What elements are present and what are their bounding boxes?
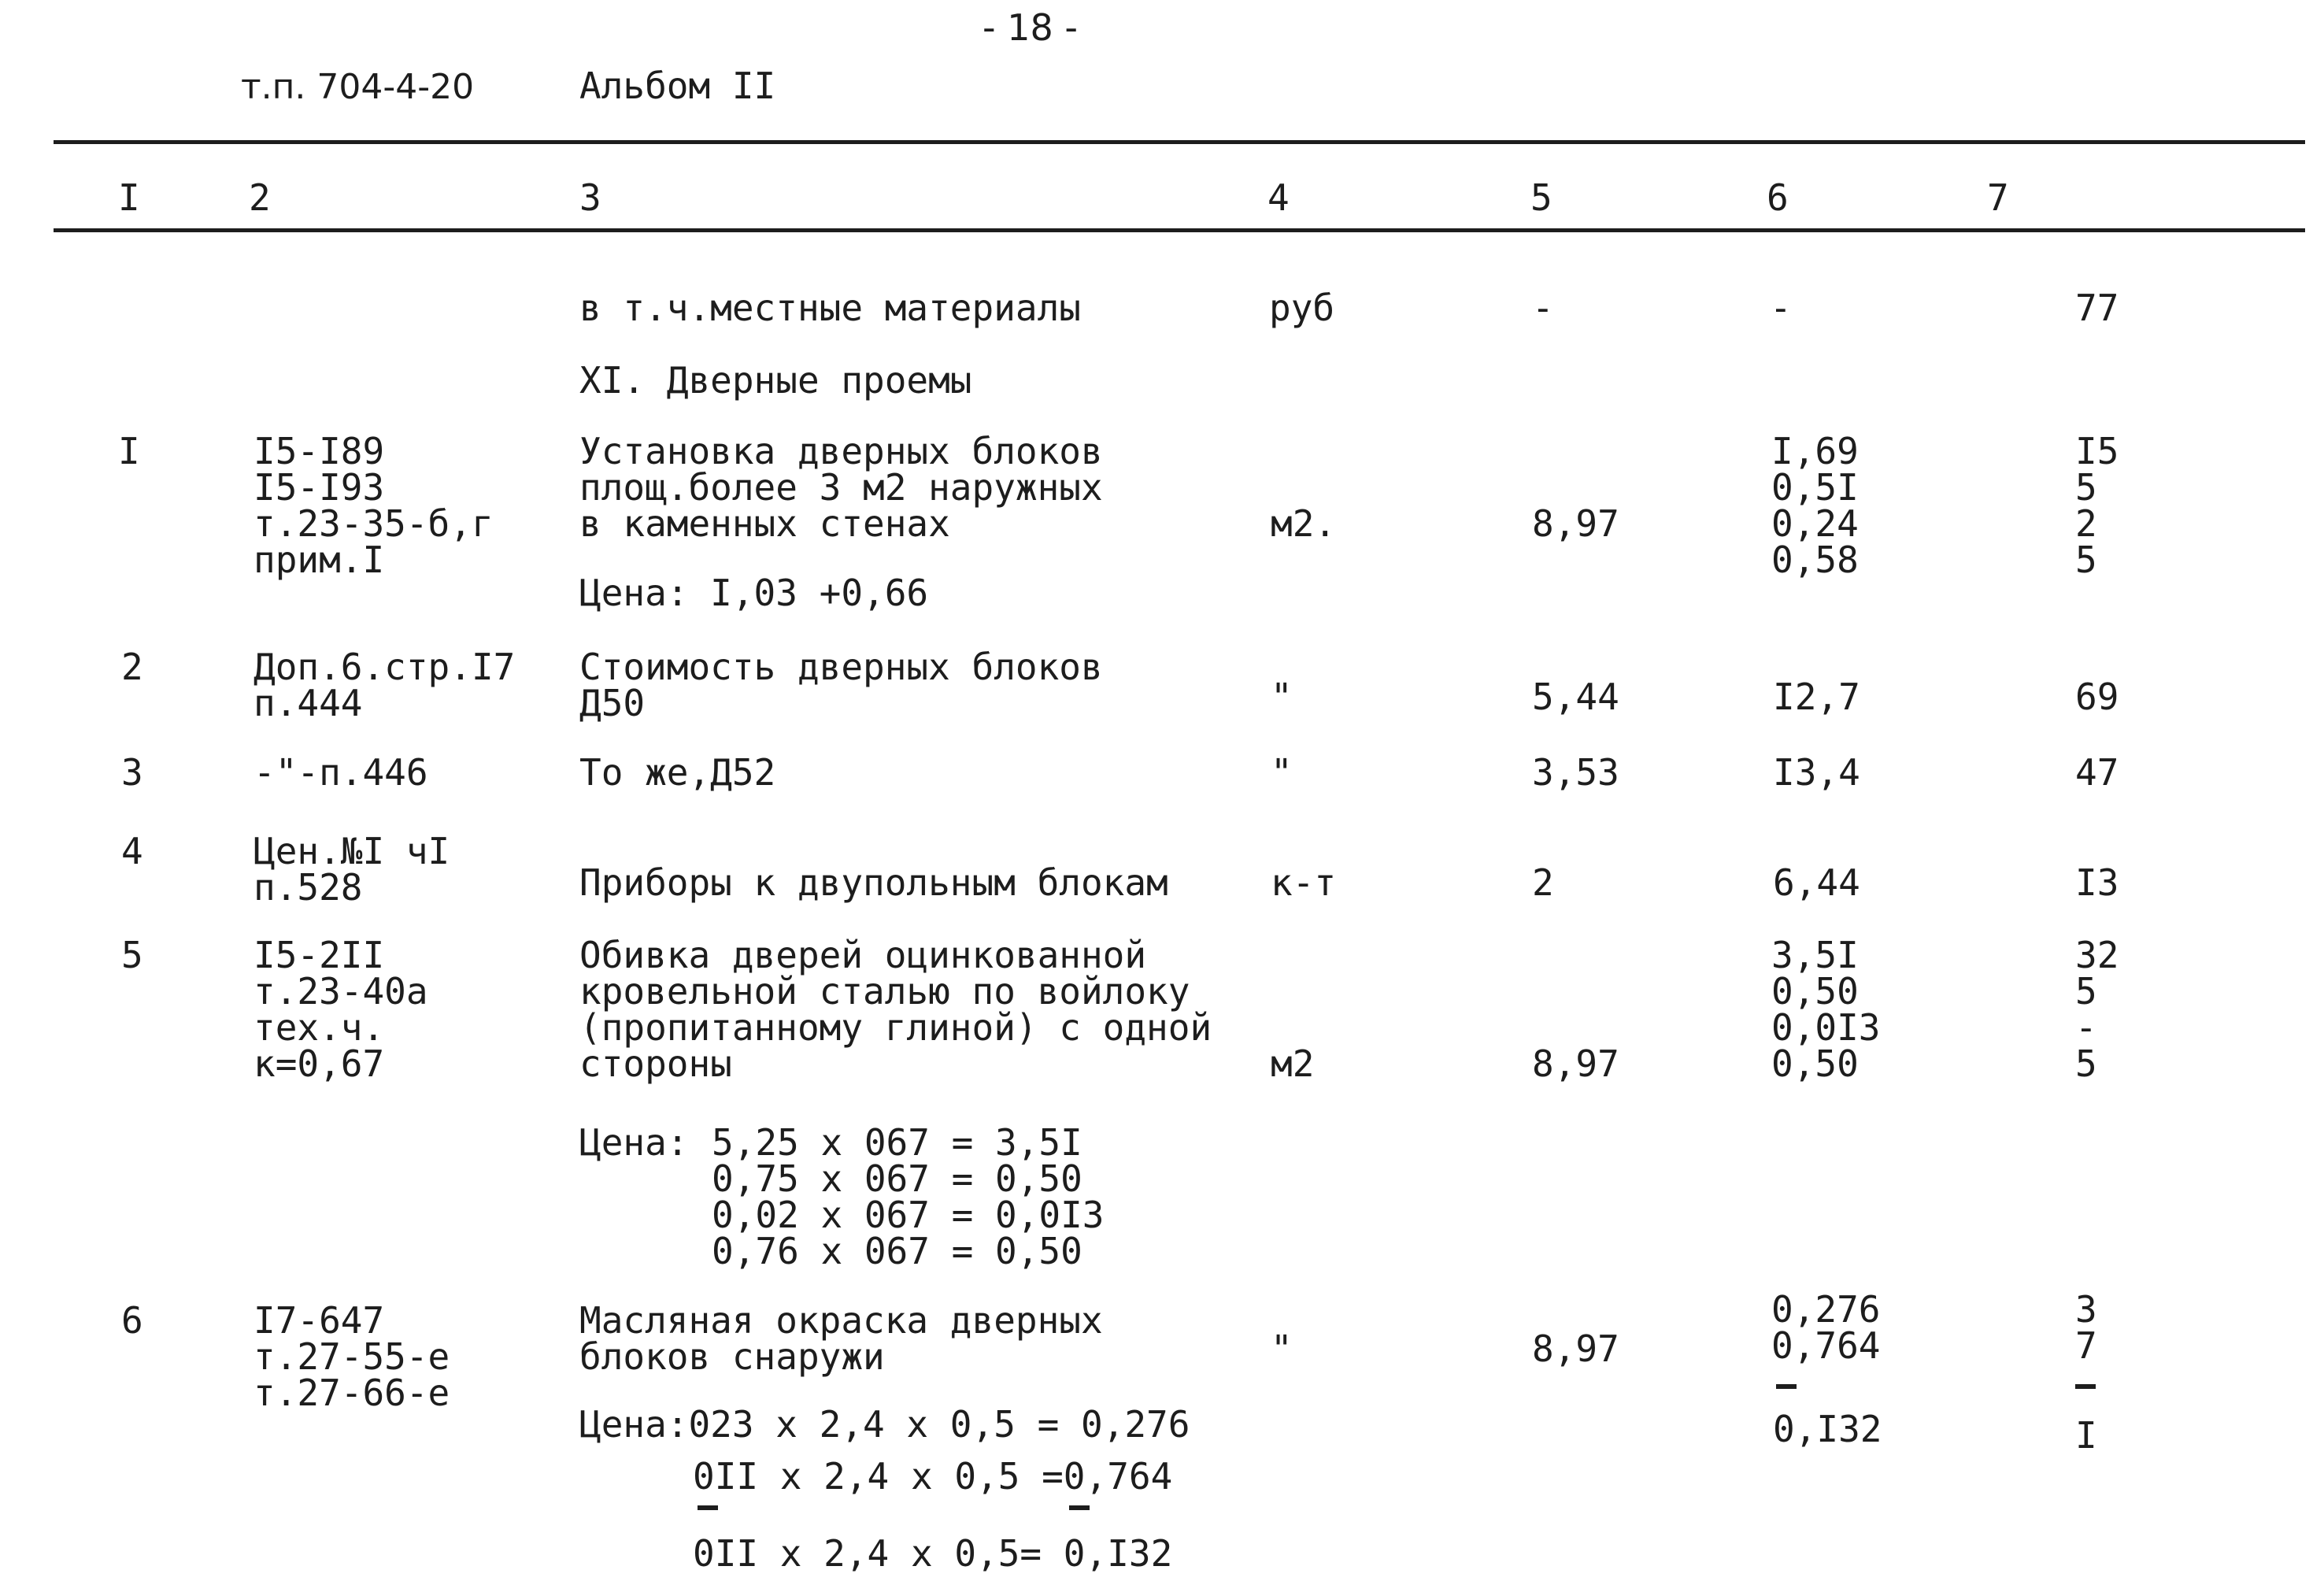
row-1-qty: 8,97 bbox=[1532, 502, 1619, 545]
row-1-price: I,69 0,5I 0,24 0,58 bbox=[1771, 430, 1859, 581]
local-materials-qty: - bbox=[1532, 287, 1554, 329]
row-3-codes: -"-п.446 bbox=[253, 751, 428, 794]
local-materials-price: - bbox=[1770, 287, 1792, 329]
col-header-7: 7 bbox=[1987, 176, 2009, 219]
project-code: т.п. 704-4-20 bbox=[241, 67, 475, 107]
row-2-number: 2 bbox=[121, 646, 143, 688]
row-6-qty: 8,97 bbox=[1532, 1327, 1619, 1370]
row-1-number: I bbox=[118, 430, 140, 472]
row-6-number: 6 bbox=[121, 1299, 143, 1342]
row-6-price-extra: 0,I32 bbox=[1773, 1408, 1882, 1450]
row-1-cost: I5 5 2 5 bbox=[2075, 430, 2119, 581]
row-1-price-note: Цена: I,03 +0,66 bbox=[579, 572, 929, 614]
row-5-price-calc: 5,25 х 067 = 3,5I 0,75 х 067 = 0,50 0,02 х 067 = 0,0I3 0,76 х 067 = 0,50 bbox=[712, 1121, 1105, 1272]
row-4-cost: I3 bbox=[2075, 861, 2119, 904]
row-2-name: Стоимость дверных блоков Д50 bbox=[579, 646, 1103, 724]
row-4-codes: Цен.№I чI п.528 bbox=[253, 830, 450, 909]
row-6-name: Масляная окраска дверных блоков снаружи bbox=[579, 1299, 1103, 1378]
row-5-price: 3,5I 0,50 0,0I3 0,50 bbox=[1771, 934, 1881, 1085]
local-materials-cost: 77 bbox=[2075, 287, 2119, 329]
row-5-qty: 8,97 bbox=[1532, 1042, 1619, 1085]
row-6-cost-extra: I bbox=[2075, 1414, 2097, 1457]
row-6-unit: " bbox=[1271, 1327, 1293, 1370]
row-4-name: Приборы к двупольным блокам bbox=[579, 861, 1168, 904]
row-3-qty: 3,53 bbox=[1532, 751, 1619, 794]
row-4-price: 6,44 bbox=[1773, 861, 1860, 904]
row-6-price: 0,276 0,764 bbox=[1771, 1288, 1881, 1367]
row-6-cost: 3 7 bbox=[2075, 1288, 2097, 1367]
page-number: - 18 - bbox=[983, 6, 1078, 49]
section-title: XI. Дверные проемы bbox=[579, 359, 972, 402]
row-5-unit: м2 bbox=[1271, 1042, 1315, 1085]
row-6-note-minus-right bbox=[1069, 1505, 1090, 1510]
row-2-qty: 5,44 bbox=[1532, 676, 1619, 718]
row-1-name: Установка дверных блоков площ.более 3 м2 наружных в каменных стенах bbox=[579, 430, 1103, 545]
row-5-codes: I5-2II т.23-40а тех.ч. к=0,67 bbox=[253, 934, 428, 1085]
header-rule bbox=[54, 228, 2053, 232]
row-3-number: 3 bbox=[121, 751, 143, 794]
row-5-cost: 32 5 - 5 bbox=[2075, 934, 2119, 1085]
header-rule-right bbox=[2037, 228, 2305, 232]
row-2-codes: Доп.6.стр.I7 п.444 bbox=[253, 646, 516, 724]
row-6-price-note-3: 0II х 2,4 х 0,5= 0,I32 bbox=[693, 1532, 1173, 1575]
row-3-unit: " bbox=[1271, 751, 1293, 794]
col-header-3: 3 bbox=[579, 176, 601, 219]
row-6-cost-minus bbox=[2075, 1384, 2096, 1389]
col-header-1: I bbox=[118, 176, 140, 219]
top-rule bbox=[54, 140, 2305, 144]
col-header-2: 2 bbox=[249, 176, 271, 219]
row-2-cost: 69 bbox=[2075, 676, 2119, 718]
row-6-codes: I7-647 т.27-55-е т.27-66-е bbox=[253, 1299, 450, 1414]
row-4-unit: к-т bbox=[1271, 861, 1337, 904]
col-header-4: 4 bbox=[1267, 176, 1290, 219]
row-6-price-minus bbox=[1776, 1384, 1797, 1389]
local-materials-unit: руб bbox=[1269, 287, 1335, 329]
album-label: Альбом II bbox=[579, 65, 776, 107]
row-3-cost: 47 bbox=[2075, 751, 2119, 794]
row-5-number: 5 bbox=[121, 934, 143, 976]
row-3-name: То же,Д52 bbox=[579, 751, 776, 794]
row-4-qty: 2 bbox=[1532, 861, 1554, 904]
col-header-5: 5 bbox=[1530, 176, 1552, 219]
row-2-price: I2,7 bbox=[1773, 676, 1860, 718]
row-6-price-note-1: Цена:023 х 2,4 х 0,5 = 0,276 bbox=[579, 1403, 1190, 1446]
row-5-name: Обивка дверей оцинкованной кровельной сталью по войлоку (пропитанному глиной) с одной стороны bbox=[579, 934, 1212, 1085]
row-3-price: I3,4 bbox=[1773, 751, 1860, 794]
row-6-note-minus-left bbox=[698, 1505, 718, 1510]
row-1-unit: м2. bbox=[1271, 502, 1337, 545]
col-header-6: 6 bbox=[1767, 176, 1789, 219]
row-4-number: 4 bbox=[121, 830, 143, 872]
row-1-codes: I5-I89 I5-I93 т.23-35-б,г прим.I bbox=[253, 430, 494, 581]
local-materials-name: в т.ч.местные материалы bbox=[579, 287, 1081, 329]
row-2-unit: " bbox=[1271, 676, 1293, 718]
row-6-price-note-2: 0II х 2,4 х 0,5 =0,764 bbox=[693, 1455, 1173, 1498]
row-5-price-label: Цена: bbox=[579, 1121, 689, 1164]
